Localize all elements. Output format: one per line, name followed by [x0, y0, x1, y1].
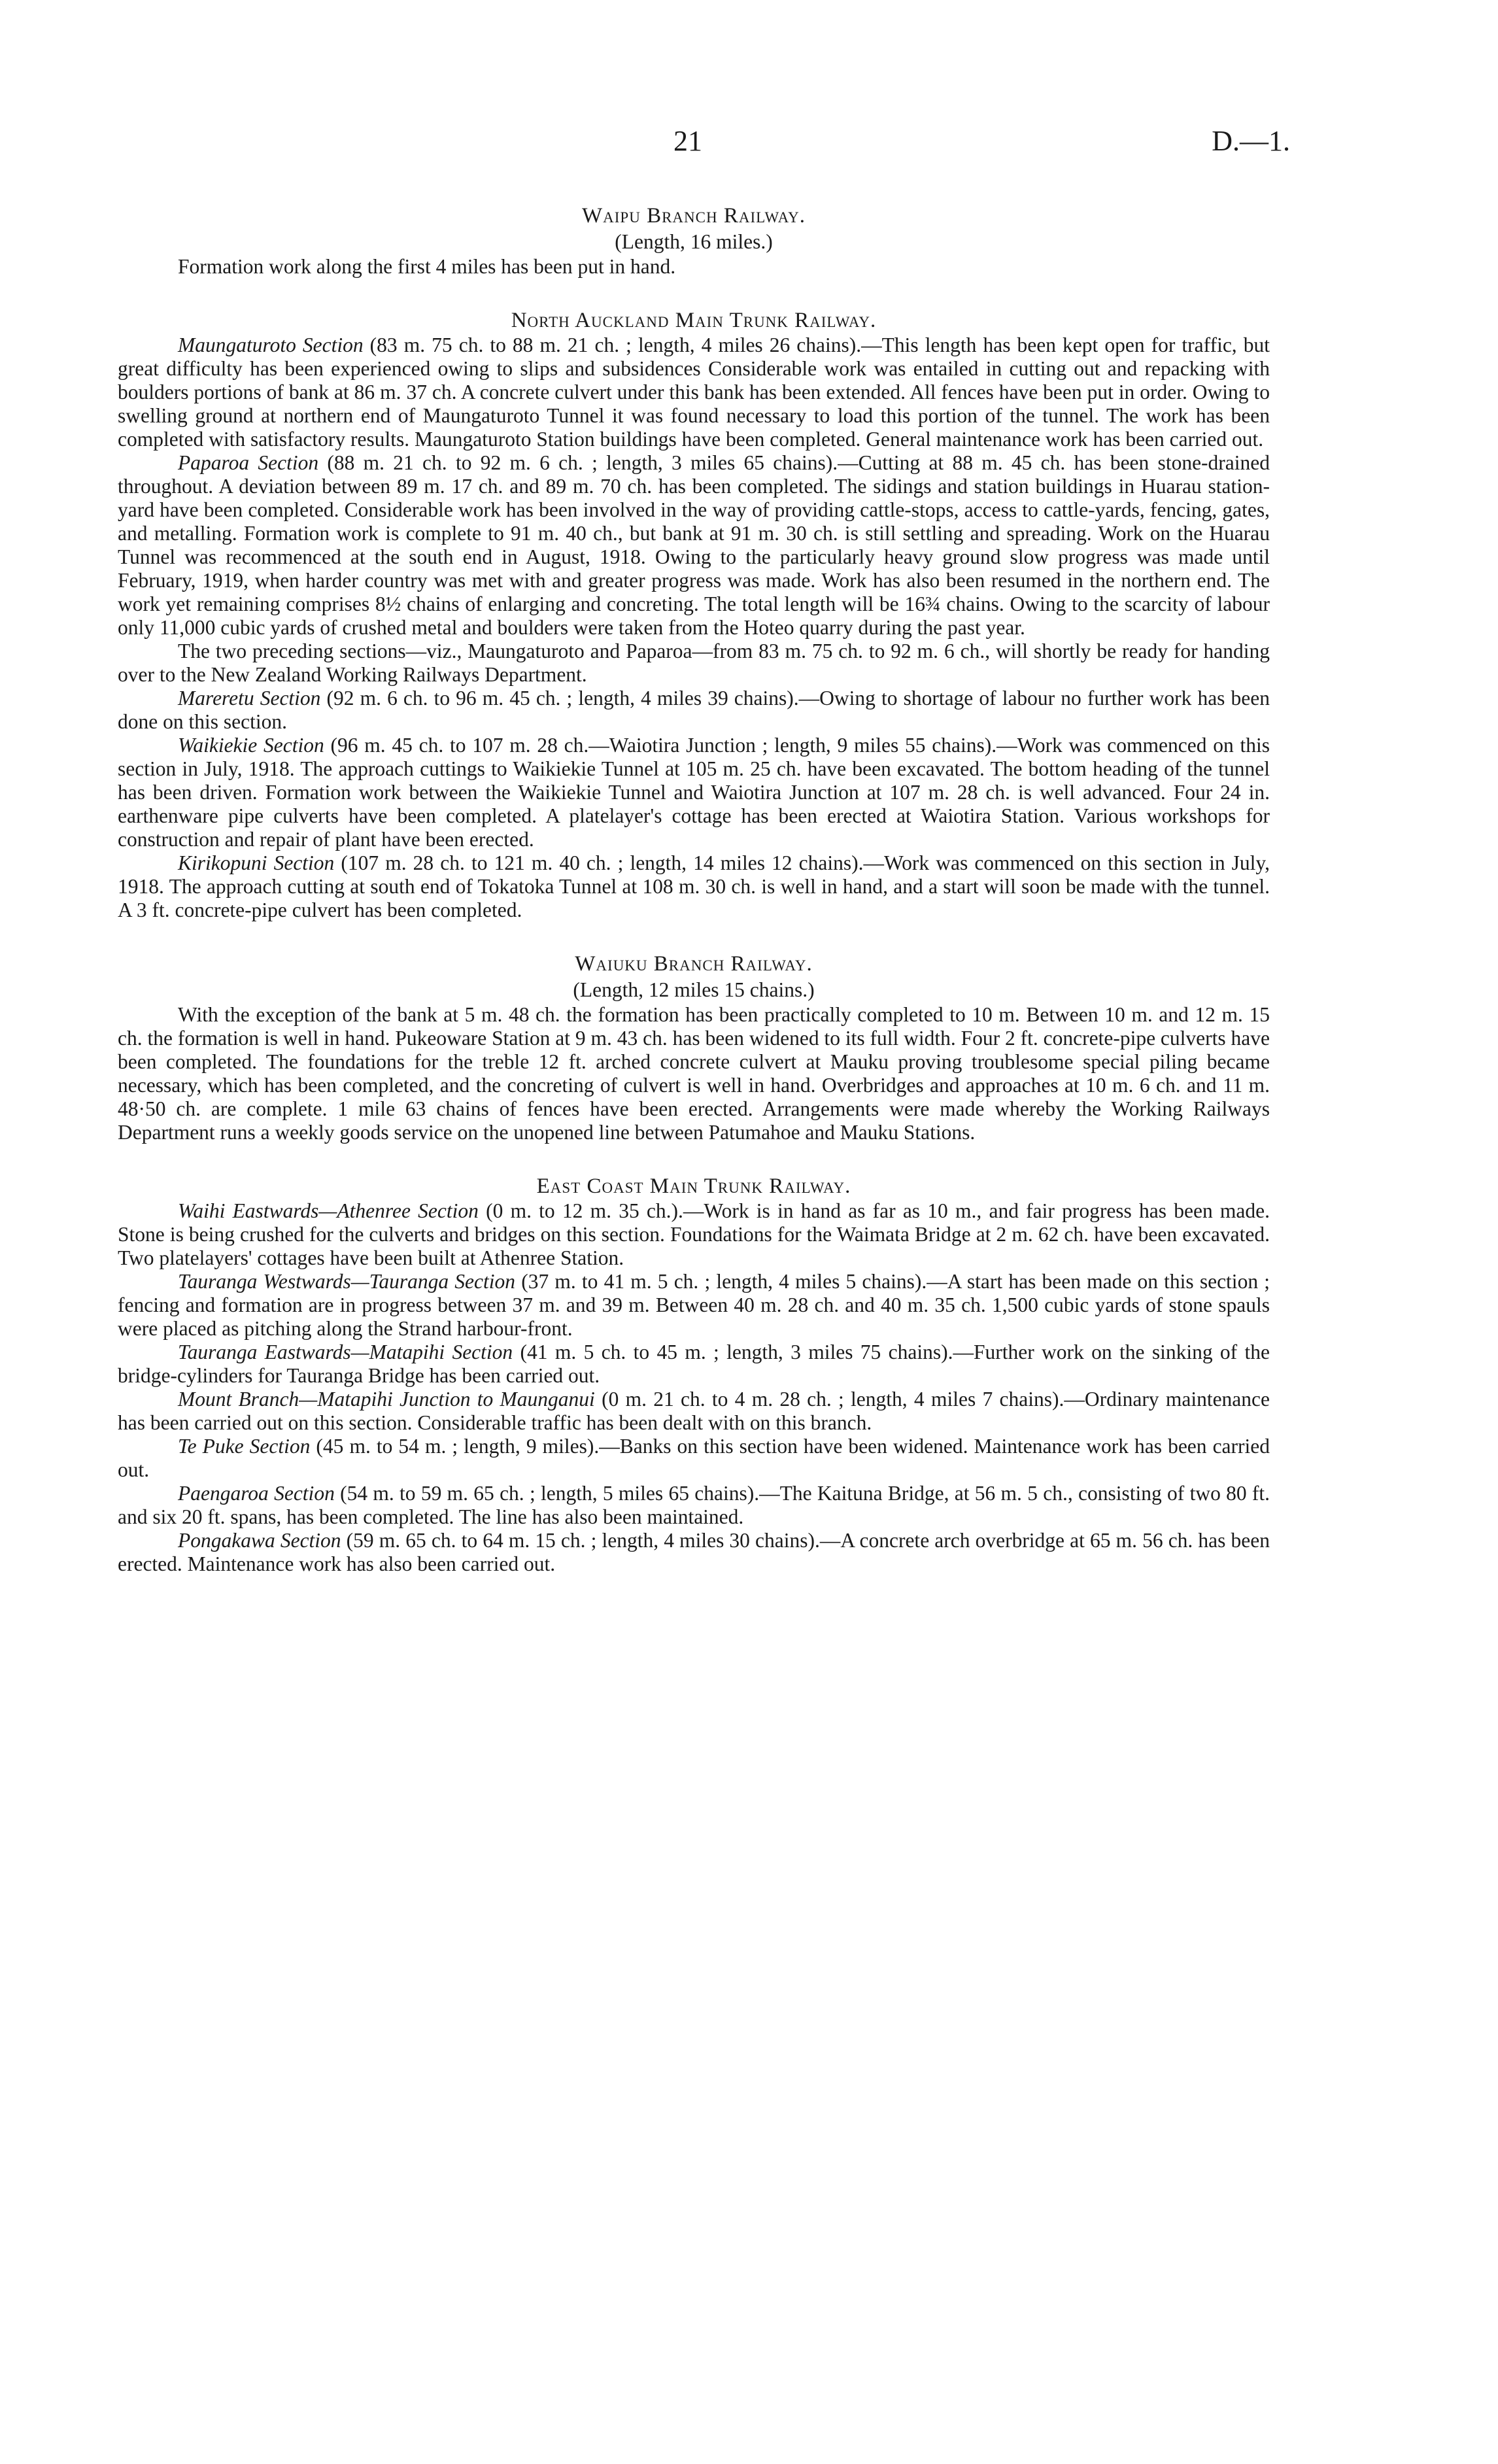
section-waiuku: [118, 944, 1270, 1144]
paragraph-section-name: Maungaturoto Section: [178, 334, 364, 356]
paragraph-text: (0 m. 21 ch. to 4 m. 28 ch. ; length, 4 miles 7 chains).—Ordinary maintenance has been carried out on this section. Considerable traffic has been dealt with on this branch.: [118, 1388, 1270, 1434]
paragraph: [118, 1482, 1270, 1529]
paragraph-section-name: Te Puke Section: [178, 1435, 311, 1458]
paragraph-text: (83 m. 75 ch. to 88 m. 21 ch. ; length, 4 miles 26 chains).—This length has been kept open for traffic, but great difficulty has been experienced owing to slips and subsidences Considerable work was entailed in cutting out and repacking with boulders portions of bank at 86 m. 37 ch. A concrete culvert under this bank has been extended. All fences have been put in order. Owing to swelling ground at northern end of Maungaturoto Tunnel it was found necessary to load this portion of the tunnel. The work has been completed with satisfactory results. Maungaturoto Station buildings have been completed. General maintenance work has been carried out.: [118, 334, 1270, 451]
paragraph: [118, 1388, 1270, 1435]
page-number: 21: [673, 125, 702, 157]
paragraph-text: (107 m. 28 ch. to 121 m. 40 ch. ; length, 14 miles 12 chains).—Work was commenced on this section in July, 1918. The approach cutting at south end of Tokatoka Tunnel at 108 m. 30 ch. is well in hand, and a start will soon be made with the tunnel. A 3 ft. concrete-pipe culvert has been completed.: [118, 851, 1270, 921]
paragraph-section-name: Waihi Eastwards—Athenree Section: [178, 1199, 479, 1222]
paragraph-text: (96 m. 45 ch. to 107 m. 28 ch.—Waiotira Junction ; length, 9 miles 55 chains).—Work was commenced on this section in July, 1918. The approach cuttings to Waikiekie Tunnel at 105 m. 25 ch. have been excavated. The bottom heading of the tunnel has been driven. Formation work between the Waikiekie Tunnel and Waiotira Junction at 107 m. 28 ch. is well advanced. Four 24 in. earthenware pipe culverts have been completed. A platelayer's cottage has been erected at Waiotira Station. Various workshops for construction and repair of plant have been erected.: [118, 734, 1270, 851]
section-heading: Waiuku Branch Railway.: [575, 952, 813, 976]
paragraph: [118, 1529, 1270, 1576]
paragraph: [118, 451, 1270, 640]
paragraph-text: The two preceding sections—viz., Maungaturoto and Paparoa—from 83 m. 75 ch. to 92 m. 6 ch., will shortly be ready for handing over to the New Zealand Working Railways Department.: [118, 640, 1270, 686]
paragraph: [118, 1199, 1270, 1270]
paragraph-section-name: Mount Branch—Matapihi Junction to Maunganui: [178, 1388, 595, 1411]
section-east-coast: [118, 1167, 1270, 1576]
section-north-auckland: [118, 301, 1270, 922]
paragraph-text: With the exception of the bank at 5 m. 48 ch. the formation has been practically completed to 10 m. Between 10 m. and 12 m. 15 ch. the formation is well in hand. Pukeoware Station at 9 m. 43 ch. has been widened to its full width. Four 2 ft. concrete-pipe culverts have been completed. The foundations for the treble 12 ft. arched concrete culvert at Mauku proving troublesome special piling became necessary, which has been completed, and the concreting of culvert is well in hand. Overbridges and approaches at 10 m. 6 ch. and 11 m. 48·50 ch. are complete. 1 mile 63 chains of fences have been erected. Arrangements were made whereby the Working Railways Department runs a weekly goods service on the unopened line between Patumahoe and Mauku Stations.: [118, 1003, 1270, 1144]
paragraph-text: (37 m. to 41 m. 5 ch. ; length, 4 miles 5 chains).—A start has been made on this section ; fencing and formation are in progress between 37 m. and 39 m. Between 40 m. 28 ch. and 40 m. 35 ch. 1,500 cubic yards of stone spauls were placed as pitching along the Strand harbour-front.: [118, 1270, 1270, 1340]
paragraph-text: (45 m. to 54 m. ; length, 9 miles).—Banks on this section have been widened. Maintenance work has been carried out.: [118, 1435, 1270, 1481]
paragraph-section-name: Tauranga Westwards—Tauranga Section: [178, 1270, 516, 1293]
paragraph: [118, 640, 1270, 687]
section-waipu: [118, 196, 1270, 279]
document-code: D.—1.: [1212, 125, 1290, 157]
paragraph-text: (88 m. 21 ch. to 92 m. 6 ch. ; length, 3 miles 65 chains).—Cutting at 88 m. 45 ch. has been stone-drained throughout. A deviation between 89 m. 17 ch. and 89 m. 70 ch. has been completed. The sidings and station buildings in Huarau station-yard have been completed. Considerable work has been involved in the way of providing cattle-stops, access to cattle-yards, fencing, gates, and metalling. Formation work is complete to 91 m. 40 ch., but bank at 91 m. 30 ch. is still settling and spreading. Work on the Huarau Tunnel was recommenced at the south end in August, 1918. Owing to the particularly heavy ground slow progress was made until February, 1919, when harder country was met with and greater progress was made. Work has also been resumed in the northern end. The work yet remaining comprises 8½ chains of enlarging and concreting. The total length will be 16¾ chains. Owing to the scarcity of labour only 11,000 cubic yards of crushed metal and boulders were taken from the Hoteo quarry during the past year.: [118, 451, 1270, 639]
paragraph-section-name: Paparoa Section: [178, 451, 319, 474]
paragraph-text: (41 m. 5 ch. to 45 m. ; length, 3 miles 75 chains).—Further work on the sinking of the bridge-cylinders for Tauranga Bridge has been carried out.: [118, 1341, 1270, 1387]
paragraph: [118, 334, 1270, 451]
section-subheading: (Length, 12 miles 15 chains.): [573, 978, 815, 1001]
paragraph-section-name: Mareretu Section: [178, 687, 321, 710]
paragraph-section-name: Tauranga Eastwards—Matapihi Section: [178, 1341, 513, 1363]
paragraph-text: (92 m. 6 ch. to 96 m. 45 ch. ; length, 4 miles 39 chains).—Owing to shortage of labour no further work has been done on this section.: [118, 687, 1270, 733]
section-heading: Waipu Branch Railway.: [582, 204, 806, 228]
paragraph-section-name: Pongakawa Section: [178, 1529, 341, 1552]
paragraph: [118, 851, 1270, 922]
paragraph: [118, 734, 1270, 851]
paragraph: [118, 1435, 1270, 1482]
paragraph-section-name: Kirikopuni Section: [178, 851, 335, 874]
paragraph: [118, 255, 1270, 279]
paragraph-text: Formation work along the first 4 miles has been put in hand.: [178, 255, 676, 278]
page-header: [0, 124, 1498, 170]
paragraph: [118, 1341, 1270, 1388]
section-subheading: (Length, 16 miles.): [615, 230, 773, 253]
section-heading: East Coast Main Trunk Railway.: [536, 1174, 851, 1198]
paragraph-section-name: Waikiekie Section: [178, 734, 324, 757]
paragraph-text: (59 m. 65 ch. to 64 m. 15 ch. ; length, 4 miles 30 chains).—A concrete arch overbridge at 65 m. 56 ch. has been erected. Maintenance work has also been carried out.: [118, 1529, 1270, 1575]
section-heading: North Auckland Main Trunk Railway.: [511, 309, 877, 332]
paragraph: [118, 687, 1270, 734]
paragraph-section-name: Paengaroa Section: [178, 1482, 335, 1505]
paragraph: [118, 1270, 1270, 1341]
paragraph-text: (0 m. to 12 m. 35 ch.).—Work is in hand as far as 10 m., and fair progress has been made. Stone is being crushed for the culverts and bridges on this section. Foundations for the Waimata Bridge at 2 m. 62 ch. have been excavated. Two platelayers' cottages have been built at Athenree Station.: [118, 1199, 1270, 1269]
paragraph-text: (54 m. to 59 m. 65 ch. ; length, 5 miles 65 chains).—The Kaituna Bridge, at 56 m. 5 ch., consisting of two 80 ft. and six 20 ft. spans, has been completed. The line has also been maintained.: [118, 1482, 1270, 1528]
paragraph: [118, 1003, 1270, 1144]
document-body: [118, 196, 1270, 1576]
